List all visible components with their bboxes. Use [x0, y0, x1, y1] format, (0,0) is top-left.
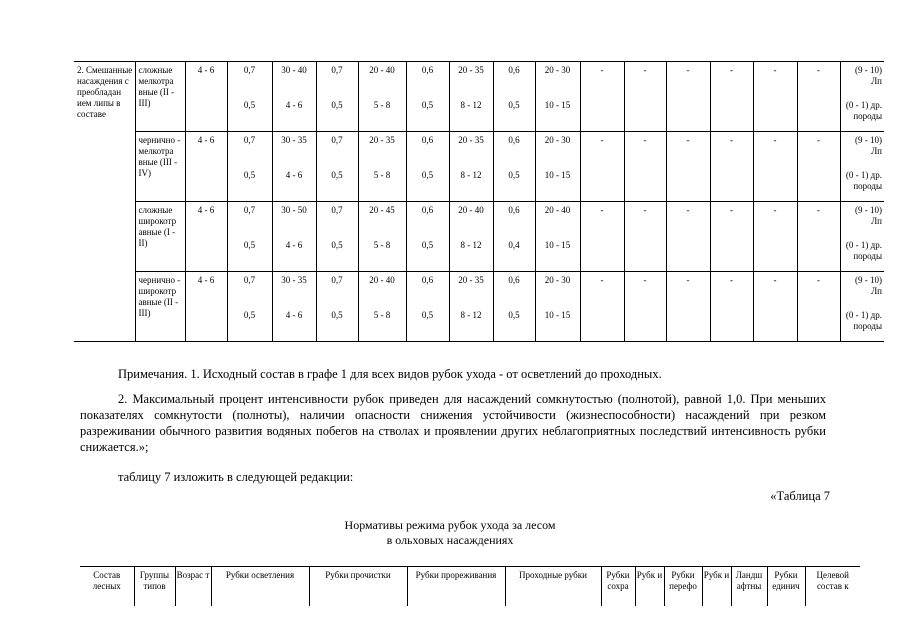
table-7-header-cell: Рубк и [635, 567, 664, 607]
value-top: 0,6 [421, 65, 434, 75]
note-2: 2. Максимальный процент интенсивности рубок приведен для насаждений сомкнутостью (полнотой), равной 1,0. При меньших показателях сомкнутости (полноты), наличии опасности снижения устойчивости (жизнеспособности) насаждений при резком разреживании обычного развития водяных побегов на стволах и проявлении других неблагоприятных последствий интенсивность рубки снижается.»; [80, 392, 826, 454]
dash-cell: - [624, 62, 666, 132]
value-bottom: 10 - 15 [544, 100, 571, 110]
value-cell [449, 202, 493, 272]
table-7-header-cell: Рубки сохра [601, 567, 635, 607]
dash-cell: - [580, 272, 624, 342]
value-cell [406, 62, 449, 132]
table-7-header-cell: Рубк и [702, 567, 731, 607]
value-bottom: 0,5 [508, 100, 520, 110]
amend-text: таблицу 7 изложить в следующей редакции: [118, 470, 354, 484]
value-cell [358, 272, 406, 342]
value-bottom: 0,5 [331, 310, 343, 320]
value-cell [535, 132, 580, 202]
value-bottom: 10 - 15 [544, 240, 571, 250]
value-cell [227, 62, 272, 132]
value-top: 0,7 [243, 65, 256, 75]
value-bottom: 0,5 [243, 240, 256, 250]
value-top: 0,6 [508, 135, 520, 145]
table-7-header-cell: Рубки осветления [211, 567, 309, 607]
target-other: (0 - 1) др. породы [845, 100, 882, 121]
value-cell [493, 62, 535, 132]
value-cell [449, 272, 493, 342]
value-cell [406, 202, 449, 272]
value-cell [493, 202, 535, 272]
value-bottom: 4 - 6 [285, 240, 303, 250]
value-top: 0,6 [508, 65, 520, 75]
table-7-header-cell: Возрас т [175, 567, 211, 607]
dash-cell: - [666, 132, 710, 202]
value-top: 0,6 [421, 275, 434, 285]
value-bottom: 0,5 [243, 100, 256, 110]
value-cell [227, 272, 272, 342]
value-cell [358, 132, 406, 202]
value-top: 20 - 40 [458, 205, 484, 215]
dash-cell: - [580, 202, 624, 272]
value-bottom: 0,5 [421, 170, 434, 180]
value-cell [535, 202, 580, 272]
table-row [74, 272, 884, 342]
value-top: 20 - 35 [458, 65, 484, 75]
value-top: 20 - 45 [369, 205, 395, 215]
target-main: (9 - 10) Лп [855, 275, 882, 296]
value-cell [316, 202, 358, 272]
target-main: (9 - 10) Лп [855, 205, 882, 226]
value-cell [406, 272, 449, 342]
target-other: (0 - 1) др. породы [845, 170, 882, 191]
age-cell: 4 - 6 [185, 62, 227, 132]
dash-cell: - [797, 132, 840, 202]
value-bottom: 4 - 6 [285, 170, 303, 180]
value-cell [535, 62, 580, 132]
value-top: 0,7 [331, 275, 343, 285]
value-bottom: 8 - 12 [460, 240, 482, 250]
table-7-header-cell: Группы типов [134, 567, 175, 607]
table-7-header-cell: Проходные рубки [505, 567, 601, 607]
group-cell: 2. Смешанные насаждения с преобладан ием липы в составе [74, 62, 135, 342]
value-top: 20 - 35 [458, 275, 484, 285]
target-composition-cell [840, 202, 884, 272]
forest-type-cell: сложные мелкотра вные (II - III) [135, 62, 185, 132]
table-7-header-cell: Рубки единич [767, 567, 805, 607]
value-top: 0,7 [243, 135, 256, 145]
value-top: 20 - 40 [369, 65, 395, 75]
dash-cell: - [624, 132, 666, 202]
value-top: 20 - 40 [544, 205, 571, 215]
value-bottom: 5 - 8 [373, 310, 391, 320]
value-cell [535, 272, 580, 342]
dash-cell: - [797, 202, 840, 272]
value-cell [272, 132, 316, 202]
value-cell [449, 62, 493, 132]
target-other: (0 - 1) др. породы [845, 310, 882, 331]
target-composition-cell [840, 62, 884, 132]
value-top: 0,6 [508, 275, 520, 285]
value-bottom: 4 - 6 [285, 310, 303, 320]
value-cell [227, 202, 272, 272]
table-row [74, 132, 884, 202]
value-top: 0,7 [243, 275, 256, 285]
value-cell [316, 272, 358, 342]
value-top: 30 - 50 [281, 205, 307, 215]
value-bottom: 0,5 [243, 170, 256, 180]
value-cell [493, 272, 535, 342]
table-7-header-cell: Рубки прочистки [309, 567, 407, 607]
table-7-header-cell: Состав лесных [80, 567, 134, 607]
table-7-header-cell: Ландш афтны [731, 567, 767, 607]
dash-cell: - [710, 272, 753, 342]
value-bottom: 5 - 8 [373, 170, 391, 180]
table-7-ref: «Таблица 7 [770, 489, 830, 503]
table-7-header [80, 566, 860, 606]
value-cell [272, 62, 316, 132]
dash-cell: - [753, 272, 797, 342]
value-top: 20 - 30 [544, 65, 571, 75]
value-bottom: 5 - 8 [373, 240, 391, 250]
table-row [74, 62, 884, 132]
value-cell [358, 62, 406, 132]
value-top: 20 - 35 [458, 135, 484, 145]
table-7-header-cell: Рубки прореживания [407, 567, 505, 607]
target-composition-cell [840, 272, 884, 342]
value-cell [493, 132, 535, 202]
value-top: 30 - 35 [281, 135, 307, 145]
value-cell [227, 132, 272, 202]
value-bottom: 0,5 [243, 310, 256, 320]
value-top: 0,7 [331, 205, 343, 215]
dash-cell: - [624, 202, 666, 272]
value-cell [358, 202, 406, 272]
dash-cell: - [753, 132, 797, 202]
value-top: 0,6 [421, 205, 434, 215]
value-top: 20 - 30 [544, 135, 571, 145]
forest-type-cell: чернично - мелкотра вные (III - IV) [135, 132, 185, 202]
value-bottom: 0,5 [421, 100, 434, 110]
dash-cell: - [666, 202, 710, 272]
value-cell [449, 132, 493, 202]
value-top: 30 - 35 [281, 275, 307, 285]
value-bottom: 0,5 [331, 170, 343, 180]
value-bottom: 0,5 [331, 100, 343, 110]
value-top: 0,7 [331, 65, 343, 75]
dash-cell: - [753, 202, 797, 272]
age-cell: 4 - 6 [185, 132, 227, 202]
value-top: 0,6 [421, 135, 434, 145]
value-bottom: 0,5 [421, 310, 434, 320]
dash-cell: - [624, 272, 666, 342]
note-1: Примечания. 1. Исходный состав в графе 1 для всех видов рубок ухода - от осветлений до проходных. [118, 367, 662, 381]
table-row [74, 202, 884, 272]
table-7-caption-line2: в ольховых насаждениях [386, 533, 514, 547]
table-7-header-cell: Целевой состав к [805, 567, 860, 607]
forest-type-cell: сложные широкотр авные (I - II) [135, 202, 185, 272]
value-bottom: 4 - 6 [285, 100, 303, 110]
dash-cell: - [753, 62, 797, 132]
target-main: (9 - 10) Лп [855, 65, 882, 86]
dash-cell: - [666, 272, 710, 342]
target-composition-cell [840, 132, 884, 202]
table-7-header-cell: Рубки перефо [664, 567, 702, 607]
target-main: (9 - 10) Лп [855, 135, 882, 156]
target-other: (0 - 1) др. породы [845, 240, 882, 261]
value-bottom: 5 - 8 [373, 100, 391, 110]
value-bottom: 0,5 [508, 310, 520, 320]
value-cell [272, 272, 316, 342]
value-top: 20 - 40 [369, 275, 395, 285]
value-top: 20 - 30 [544, 275, 571, 285]
value-bottom: 10 - 15 [544, 310, 571, 320]
value-bottom: 0,4 [508, 240, 520, 250]
dash-cell: - [710, 62, 753, 132]
dash-cell: - [580, 62, 624, 132]
forest-type-cell: чернично - широкотр авные (II - III) [135, 272, 185, 342]
value-cell [316, 132, 358, 202]
dash-cell: - [710, 132, 753, 202]
value-bottom: 0,5 [331, 240, 343, 250]
value-bottom: 0,5 [508, 170, 520, 180]
age-cell: 4 - 6 [185, 272, 227, 342]
value-cell [272, 202, 316, 272]
dash-cell: - [580, 132, 624, 202]
value-top: 0,6 [508, 205, 520, 215]
value-top: 0,7 [243, 205, 256, 215]
value-bottom: 0,5 [421, 240, 434, 250]
dash-cell: - [797, 62, 840, 132]
table-6-continuation [74, 61, 884, 342]
dash-cell: - [710, 202, 753, 272]
value-cell [316, 62, 358, 132]
dash-cell: - [666, 62, 710, 132]
dash-cell: - [797, 272, 840, 342]
value-bottom: 10 - 15 [544, 170, 571, 180]
value-bottom: 8 - 12 [460, 100, 482, 110]
value-cell [406, 132, 449, 202]
value-top: 30 - 40 [281, 65, 307, 75]
value-top: 20 - 35 [369, 135, 395, 145]
value-top: 0,7 [331, 135, 343, 145]
age-cell: 4 - 6 [185, 202, 227, 272]
table-7-caption-line1: Нормативы режима рубок ухода за лесом [344, 518, 556, 532]
value-bottom: 8 - 12 [460, 310, 482, 320]
value-bottom: 8 - 12 [460, 170, 482, 180]
